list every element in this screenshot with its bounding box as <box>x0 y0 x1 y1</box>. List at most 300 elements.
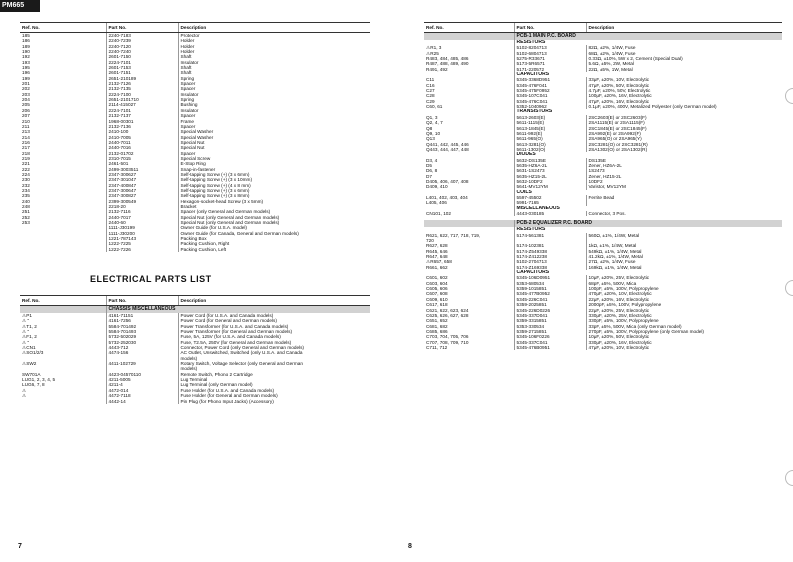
part-cell: 5345-226D0226 <box>514 308 586 313</box>
ref-cell: C607, 608 <box>426 291 448 297</box>
desc-cell: models) <box>178 366 370 371</box>
part-cell: 5345-475F0952 <box>514 88 586 93</box>
part-cell: 2310-7015 <box>106 156 178 161</box>
desc-header: Description <box>178 23 370 33</box>
desc-cell: Lug Terminal <box>178 377 370 382</box>
desc-cell: Special Screw <box>178 156 370 161</box>
part-cell: 2601-7151 <box>106 70 178 75</box>
left-page <box>20 22 370 252</box>
ref-cell: LUG6, 7, 8 <box>22 382 45 388</box>
desc-cell: Owner Guide (for U.S.A. model) <box>178 225 370 230</box>
category-label: DIODES <box>514 152 782 157</box>
desc-cell: Hexagon-socket-head Screw (3 x 5mm) <box>178 199 370 204</box>
page-number-left: 7 <box>18 543 22 550</box>
part-cell: 5991-7165 <box>514 200 586 205</box>
part-cell: 4411-102729 <box>106 361 178 366</box>
desc-cell: Special Nut <box>178 140 370 145</box>
desc-cell: 330pF, ±5%, 100V, Polypropylene <box>586 318 782 323</box>
ref-cell: C685, 686 <box>426 328 448 334</box>
desc-cell: Snap-in-fastener <box>178 167 370 172</box>
ref-cell: 213 <box>22 129 30 135</box>
desc-cell: Ferrite Bead <box>586 195 782 200</box>
part-cell: 5632-10DF2 <box>514 179 586 184</box>
ref-cell <box>20 247 106 252</box>
part-cell: 5611-992(E) <box>514 131 586 136</box>
desc-cell: Spacer <box>178 113 370 118</box>
desc-cell: 169kΩ, ±1%, 1/4W, Metal <box>586 265 782 270</box>
ref-cell: 251 <box>22 209 30 215</box>
ref-cell: 224 <box>22 171 30 177</box>
ref-cell: C11 <box>426 77 435 83</box>
part-cell: 5613-2603(E) <box>514 115 586 120</box>
desc-cell: 2SC2603(E) or 2SC2603(F) <box>586 115 782 120</box>
ref-cell: C605, 606 <box>426 286 448 292</box>
desc-cell: Spacer <box>178 81 370 86</box>
desc-cell: 2SA1302(O) or 2SA1302(R) <box>586 147 782 152</box>
part-cell: 5345-3368D951 <box>514 77 586 82</box>
ref-cell: D5 <box>426 162 432 168</box>
chassis-parts-table <box>20 295 370 404</box>
category-label: RESISTORS <box>514 40 782 45</box>
part-cell: 1968-00301 <box>106 119 178 124</box>
desc-cell: Zener, HZ6A-2L <box>586 163 782 168</box>
desc-cell: Protector <box>178 33 370 39</box>
section-band <box>20 306 370 314</box>
desc-cell: Pin Plug (for Phono Input Jacks) (Accessory) <box>178 399 370 404</box>
desc-cell: 10μF, ±20%, 25V, Electrolytic <box>586 275 782 280</box>
desc-cell: 33μF, ±20%, 10V, Electrolytic <box>586 77 782 82</box>
ref-cell: 203 <box>22 91 30 97</box>
part-cell: 4161-7256 <box>106 318 178 323</box>
desc-cell: 2SC3281(O) or 2SC3281(R) <box>586 142 782 147</box>
desc-cell: Holder <box>178 44 370 49</box>
part-cell: 5641-MV12YM <box>514 184 586 189</box>
mechanical-parts-table <box>20 22 370 252</box>
desc-cell: Insulator <box>178 60 370 65</box>
ref-cell: 720 <box>426 238 434 244</box>
desc-cell: Special Washer <box>178 135 370 140</box>
ref-cell: 211 <box>22 123 30 129</box>
desc-cell: Self-tapping Screw (+) (4 x 8 mm) <box>178 183 370 188</box>
ref-cell: CN101, 102 <box>426 211 452 216</box>
desc-cell: Shaft <box>178 70 370 75</box>
ref-cell: R621, 622, 717, 718, 719, <box>426 232 481 238</box>
desc-cell: 0.33Ω, ±10%, 5W x 2, Cement (Special Dual) <box>586 56 782 61</box>
ref-cell: ⚠ <box>22 387 27 393</box>
part-cell: 2224-7100 <box>106 92 178 97</box>
part-cell: 2347-301047 <box>106 177 178 182</box>
desc-cell: 1S2473 <box>586 168 782 173</box>
board-title: PCB-1 MAIN P.C. BOARD <box>514 33 782 41</box>
ref-cell: C681, 682 <box>426 323 448 329</box>
board-title: PCB-2 EQUALIZER P.C. BOARD <box>514 220 782 227</box>
part-cell: 2410-7005 <box>106 135 178 140</box>
part-cell: 2132-7136 <box>106 124 178 129</box>
part-cell: 2440-7011 <box>106 140 178 145</box>
desc-cell: 27Ω, ±2%, 1/4W, Fuse <box>586 259 782 264</box>
desc-cell: 100μF, ±20%, 16V, Electrolytic <box>586 93 782 98</box>
part-cell: 5345-226C041 <box>514 297 586 302</box>
part-cell: 2132-01702 <box>106 151 178 156</box>
desc-header: Description <box>586 23 782 33</box>
part-cell: 2218-20 <box>106 204 178 209</box>
part-cell: 2651-210189 <box>106 76 178 81</box>
desc-cell: Fuse, T2.5A, 250V (for General and German models) <box>178 340 370 345</box>
part-cell: 5345-476C041 <box>514 99 586 104</box>
part-cell: 5353-680534 <box>514 281 586 286</box>
table-header <box>20 23 370 33</box>
ref-cell: 219 <box>22 155 30 161</box>
part-cell: 5345-337D041 <box>514 313 586 318</box>
desc-cell: Self-tapping Screw (+) (3 x 8mm) <box>178 193 370 198</box>
part-cell: 2224-7101 <box>106 108 178 113</box>
spacer-cell <box>424 220 514 227</box>
ref-cell: 216 <box>22 139 30 145</box>
ref-cell: ⚠P1 <box>22 313 32 318</box>
binder-hole <box>785 470 793 486</box>
left-page-electrical <box>20 295 370 404</box>
ref-cell: 230 <box>22 177 30 183</box>
ref-cell: 210 <box>22 118 30 124</box>
desc-cell: Connector, 3 Pos. <box>586 211 782 216</box>
ref-cell: 218 <box>22 150 30 156</box>
part-cell: 2240-7240 <box>106 49 178 54</box>
part-cell: 2410-100 <box>106 129 178 134</box>
desc-cell: 470μF, ±20%, 10V, Electrolytic <box>586 291 782 296</box>
table-row <box>20 247 370 252</box>
part-cell: 5353-330534 <box>514 324 586 329</box>
ref-cell: R645, 646 <box>426 248 448 254</box>
ref-cell: R483, 484, 485, 486 <box>426 56 469 62</box>
part-cell: 5174-102381 <box>514 243 586 248</box>
part-cell: 4474-156 <box>106 350 178 355</box>
desc-cell: Frame <box>178 119 370 124</box>
ref-cell: Q441, 442, 445, 446 <box>426 141 469 147</box>
desc-cell: 0.1μF, ±20%, 400V, Metalized Polyester (only German model) <box>586 104 782 109</box>
part-cell: 2601-7150 <box>106 54 178 59</box>
desc-cell: Special Washer <box>178 129 370 134</box>
ref-cell: C711, 712 <box>426 344 448 350</box>
desc-cell: Self-tapping Screw (+) (3 x 10mm) <box>178 177 370 182</box>
desc-cell: Packing Cushion, Left <box>178 247 370 252</box>
ref-cell: ⚠ " <box>22 329 30 335</box>
desc-cell: Fuse, 5A, 125V (for U.S.A. and Canada models) <box>178 334 370 339</box>
part-cell: 5275-R33671 <box>514 56 586 61</box>
part-cell: 5345-476F041 <box>514 83 586 88</box>
desc-cell: Bracket <box>178 204 370 209</box>
ref-cell: R661, 662 <box>426 264 448 270</box>
desc-cell: Spacer <box>178 124 370 129</box>
ref-cell: Q13 <box>426 136 435 142</box>
ref-cell: ⚠T1, 2 <box>22 323 37 329</box>
part-cell: 5597-45502 <box>514 195 586 200</box>
ref-cell: 217 <box>22 145 30 151</box>
section-band <box>424 220 782 227</box>
ref-cell: 232 <box>22 182 30 188</box>
category-label: RESISTORS <box>514 227 782 232</box>
desc-cell: 22Ω, ±5%, 1W, Metal <box>586 67 782 72</box>
desc-cell: 22μF, ±20%, 16V, Electrolytic <box>586 297 782 302</box>
part-cell: 2347-300627 <box>106 172 178 177</box>
part-cell: 2240-7239 <box>106 38 178 43</box>
ref-cell: C28 <box>426 93 435 99</box>
part-cell: 2132-7126 <box>106 81 178 86</box>
ref-cell: 253 <box>22 220 30 226</box>
desc-cell: 82Ω, ±2%, 1/4W, Fuse <box>586 45 782 50</box>
part-cell: 5613-1845(E) <box>514 126 586 131</box>
part-cell: 5635-HZ6A-2L <box>514 163 586 168</box>
part-cell: 5174-561381 <box>514 233 586 238</box>
part-cell: 2240-7183 <box>106 33 178 39</box>
desc-cell: Power Cord (for General and German models) <box>178 318 370 323</box>
pcb-parts-table <box>424 22 782 350</box>
ref-cell: Q9, 10 <box>426 130 441 136</box>
part-cell: 5631-1S2473 <box>514 168 586 173</box>
desc-cell: 2SA965(O) or 2SA965(Y) <box>586 136 782 141</box>
desc-cell: 10DF2 <box>586 179 782 184</box>
desc-cell: Special Nut (only General and German models) <box>178 220 370 225</box>
ref-cell: ⚠F1, 2 <box>22 334 37 340</box>
ref-cell: 199 <box>22 75 30 81</box>
table-row <box>20 399 370 404</box>
desc-cell: AC Outlet, Unswitched, Switched (only U.S.A. and Canada <box>178 350 370 355</box>
part-cell: 2132-7116 <box>106 209 178 214</box>
ref-cell: 196 <box>22 70 30 76</box>
ref-cell: D409, 410 <box>426 184 448 190</box>
ref-cell: 235 <box>22 193 30 199</box>
part-cell: 4423-04570110 <box>106 372 178 377</box>
ref-cell: C603, 604 <box>426 280 448 286</box>
desc-header: Description <box>178 296 370 306</box>
ref-cell: 189 <box>22 43 30 49</box>
ref-cell: Q2, 4, 7 <box>426 120 443 126</box>
part-cell: 2132-7137 <box>106 113 178 118</box>
part-cell: 5584-701493 <box>106 329 178 334</box>
part-cell: 4443-030185 <box>514 211 586 216</box>
ref-cell: C703, 704, 705, 706 <box>426 334 469 340</box>
desc-cell: Self-tapping Screw (+) (3 x 6mm) <box>178 188 370 193</box>
ref-cell: L401, 402, 403, 404 <box>426 194 468 200</box>
category-label: COILS <box>514 190 782 195</box>
ref-cell: ⚠ " <box>22 339 30 345</box>
ref-cell: ⚠R657, 658 <box>426 259 452 265</box>
part-header: Part No. <box>514 23 586 33</box>
category-label: TRANSISTORS <box>514 109 782 114</box>
part-cell: 5345-477B0952 <box>514 291 586 296</box>
part-cell: 1222-7226 <box>106 247 178 252</box>
desc-cell: Self-tapping Screw (+) (3 x 6mm) <box>178 172 370 177</box>
desc-cell: Special Nut <box>178 145 370 150</box>
desc-cell: Owner Guide (for Canada, General and German models) <box>178 231 370 236</box>
part-cell: 2499-3003511 <box>106 167 178 172</box>
part-cell: 5359-2025851 <box>514 302 586 307</box>
ref-cell: 201 <box>22 81 30 87</box>
desc-cell: Spacer (only General and German models) <box>178 209 370 214</box>
ref-cell: D3, 4 <box>426 157 438 163</box>
desc-cell: 2SA1115(E) or 2SA1115(F) <box>586 120 782 125</box>
part-header: Part No. <box>106 296 178 306</box>
part-cell: 4472-014 <box>106 388 178 393</box>
part-cell: 2347-300827 <box>106 193 178 198</box>
part-cell: 5174-Z412238 <box>514 254 586 259</box>
desc-cell: Spring <box>178 76 370 81</box>
part-cell: 5345-337C041 <box>514 340 586 345</box>
desc-cell: Bushing <box>178 102 370 107</box>
part-cell: 5102-2704713 <box>514 259 586 264</box>
ref-cell: 205 <box>22 102 30 108</box>
desc-cell: Packing Cushion, Right <box>178 241 370 246</box>
ref-cell: 202 <box>22 86 30 92</box>
desc-cell: Varistor, MV12YM <box>586 184 782 189</box>
part-cell: 5352-1040962 <box>514 104 586 109</box>
desc-cell: Insulator <box>178 108 370 113</box>
ref-cell: ⚠SO1/2/3 <box>22 350 44 356</box>
part-cell: 4211-5005 <box>106 377 178 382</box>
ref-cell: SW701A <box>22 371 41 377</box>
part-cell: 2440-7016 <box>106 145 178 150</box>
ref-cell: 221 <box>22 161 30 167</box>
document-tag: PM665 <box>0 0 40 12</box>
section-band <box>424 33 782 41</box>
category-label: CAPACITORS <box>514 72 782 77</box>
part-cell: 1111-J30200 <box>106 231 178 236</box>
part-cell: 5611-965(O) <box>514 136 586 141</box>
ref-cell: C29 <box>426 98 435 104</box>
ref-header: Ref. No. <box>20 296 106 306</box>
part-cell: 4161-71151 <box>106 313 178 318</box>
part-cell: 2132-7135 <box>106 86 178 91</box>
desc-cell: 68Ω, ±2%, 1/4W, Fuse <box>586 51 782 56</box>
desc-cell: 2SA992(E) or 2SA992(F) <box>586 131 782 136</box>
category-label: MISCELLANEOUS <box>514 206 782 211</box>
ref-header: Ref. No. <box>20 23 106 33</box>
ref-cell: C625, 626, 627, 628 <box>426 312 469 318</box>
desc-cell: Zener, HZ15-2L <box>586 174 782 179</box>
desc-cell: 47μF, ±20%, 16V, Electrolytic <box>586 99 782 104</box>
part-cell: 2240-7120 <box>106 44 178 49</box>
ref-cell: C601, 602 <box>426 275 448 281</box>
part-cell: 2601-7153 <box>106 65 178 70</box>
part-cell: 5359-2715851 <box>514 329 586 334</box>
electrical-parts-title: ELECTRICAL PARTS LIST <box>90 274 212 284</box>
desc-cell: 47μF, ±20%, 10V, Electrolytic <box>586 345 782 350</box>
ref-cell: 204 <box>22 97 30 103</box>
part-cell: 5174-Z169338 <box>514 265 586 270</box>
desc-cell: 4.7μF, ±20%, 50V, Electrolytic <box>586 88 782 93</box>
binder-hole <box>785 280 793 296</box>
part-cell: 2440-60 <box>106 220 178 225</box>
binder-hole <box>785 88 793 104</box>
part-cell: 5632-DS135E <box>514 158 586 163</box>
part-cell: 2224-7101 <box>106 60 178 65</box>
ref-cell: 206 <box>22 107 30 113</box>
desc-cell: 47μF, ±20%, 50V, Electrolytic <box>586 83 782 88</box>
ref-cell: 214 <box>22 134 30 140</box>
desc-cell: Lug Terminal (only German model) <box>178 382 370 387</box>
desc-cell: Insulator <box>178 92 370 97</box>
part-cell: 5611-1115(E) <box>514 120 586 125</box>
desc-cell: Shaft <box>178 65 370 70</box>
ref-header: Ref. No. <box>424 23 514 33</box>
ref-cell <box>20 399 106 404</box>
desc-cell: 330μF, ±20%, 25V, Electrolytic <box>586 313 782 318</box>
desc-cell: E-Stop Ring <box>178 161 370 166</box>
desc-cell: Power Transformer (for U.S.A. and Canada models) <box>178 324 370 329</box>
ref-cell: 248 <box>22 204 30 209</box>
part-cell: 5173-5R6571 <box>514 61 586 66</box>
ref-cell: C609, 610 <box>426 296 448 302</box>
desc-cell: Packing Box <box>178 236 370 241</box>
part-cell: 2347-400847 <box>106 183 178 188</box>
part-cell: 2461-501 <box>106 161 178 166</box>
desc-cell: 330μF, ±20%, 16V, Electrolytic <box>586 340 782 345</box>
ref-cell: ⚠R1, 3 <box>426 45 442 51</box>
desc-cell: 68pF, ±5%, 500V, Mica <box>586 281 782 286</box>
part-cell: 2651-2101710 <box>106 97 178 102</box>
part-cell: 5584-701492 <box>106 324 178 329</box>
part-cell: 5345-107C041 <box>514 93 586 98</box>
ref-cell: ⚠ " <box>22 318 30 324</box>
part-cell: 5345-106D0951 <box>514 275 586 280</box>
desc-cell: 5.6Ω, ±5%, 2W, Metal <box>586 61 782 66</box>
ref-cell: ⚠CN1 <box>22 345 36 351</box>
ref-cell: C16 <box>426 82 435 88</box>
part-cell: 2440-7017 <box>106 215 178 220</box>
desc-cell: 2000pF, ±5%, 100V, Polypropylene <box>586 302 782 307</box>
ref-cell: 185 <box>22 33 30 38</box>
table-header <box>424 23 782 33</box>
part-cell: 5174-Z549338 <box>514 249 586 254</box>
part-cell: 5732-252030 <box>106 340 178 345</box>
ref-cell: 186 <box>22 38 30 44</box>
ref-cell: Q443, 444, 447, 448 <box>426 146 469 152</box>
desc-cell: 41.2kΩ, ±1%, 1/4W, Metal <box>586 254 782 259</box>
ref-cell: Q1, 3 <box>426 114 438 120</box>
desc-cell: Holder <box>178 38 370 43</box>
ref-cell: 240 <box>22 198 30 204</box>
ref-cell: 192 <box>22 54 30 60</box>
spacer-cell <box>424 33 514 41</box>
ref-cell: R487, 488, 489, 490 <box>426 61 469 67</box>
part-cell: 4443-712 <box>106 345 178 350</box>
ref-cell: R647, 648 <box>426 254 448 260</box>
desc-cell: 10μF, ±20%, 50V, Electrolytic <box>586 334 782 339</box>
desc-cell: models) <box>178 356 370 361</box>
part-cell: 2347-300647 <box>106 188 178 193</box>
ref-cell: 190 <box>22 49 30 55</box>
desc-cell: 560Ω, ±1%, 1/4W, Metal <box>586 233 782 238</box>
part-cell: 1222-7225 <box>106 241 178 246</box>
right-page <box>424 22 782 350</box>
ref-cell: D6, 8 <box>426 168 438 174</box>
part-cell: 5613-3281(O) <box>514 142 586 147</box>
desc-cell: Spacer <box>178 151 370 156</box>
desc-cell: Remote Switch, Phono 2 Cartridge <box>178 372 370 377</box>
category-label: CAPACITORS <box>514 270 782 275</box>
desc-cell: DS135E <box>586 158 782 163</box>
ref-cell: LUG1, 2, 3, 4, 5 <box>22 377 56 383</box>
part-cell: 4211-4 <box>106 382 178 387</box>
ref-cell: D7 <box>426 173 432 179</box>
desc-cell: Special Nut (only General and German models) <box>178 215 370 220</box>
table-header <box>20 296 370 306</box>
ref-cell: 252 <box>22 214 30 220</box>
ref-cell: 207 <box>22 113 30 119</box>
ref-cell: ⚠SW2 <box>22 361 37 367</box>
ref-cell: C621, 622, 623, 624 <box>426 307 469 313</box>
part-cell: 5345-106F0226 <box>514 334 586 339</box>
table-row <box>424 345 782 350</box>
